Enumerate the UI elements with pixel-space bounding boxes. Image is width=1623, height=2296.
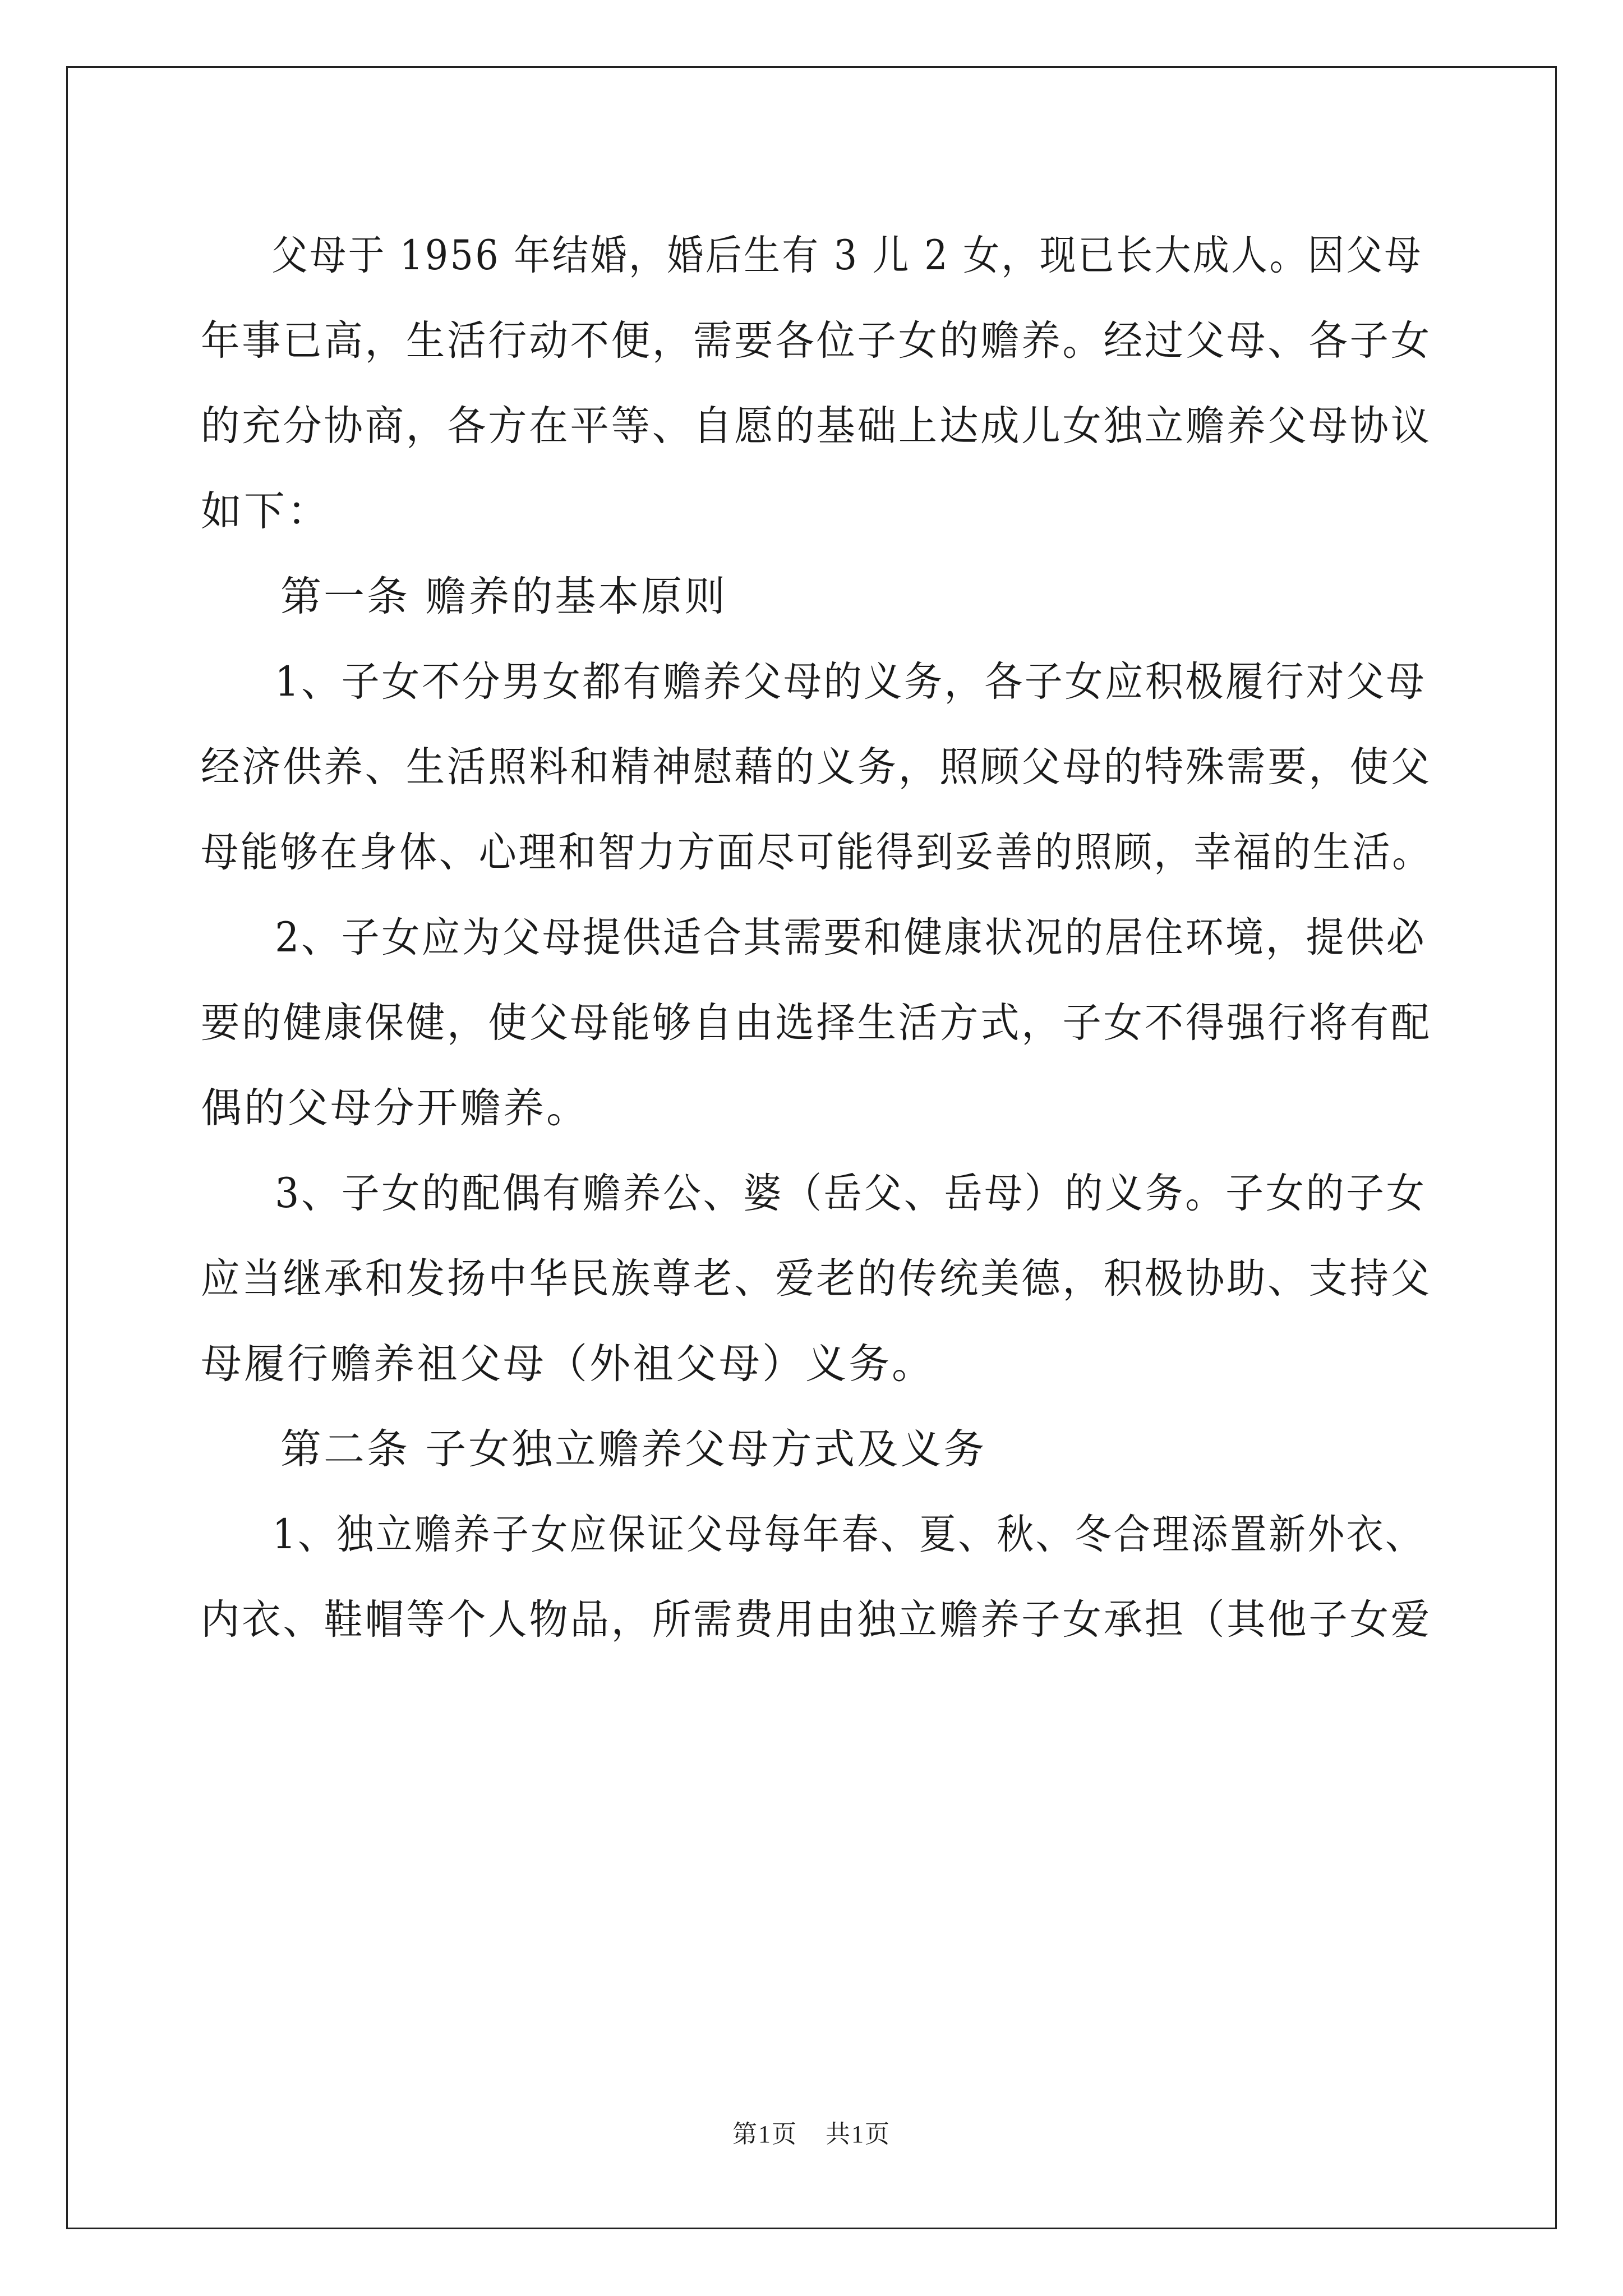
text-line: 第二条 子女独立赡养父母方式及义务 bbox=[280, 1425, 987, 1473]
text-line: 1、子女不分男女都有赡养父母的义务，各子女应积极履行对父母 bbox=[275, 658, 1427, 706]
paragraph-1-3 bbox=[201, 1151, 1432, 1407]
article-heading-1 bbox=[201, 554, 1432, 639]
document-body bbox=[201, 213, 1432, 1663]
paragraph-1-1 bbox=[201, 639, 1432, 895]
page-number-total: 共1页 bbox=[826, 2120, 891, 2148]
text-line: 3、子女的配偶有赡养公、婆（岳父、岳母）的义务。子女的子女 bbox=[275, 1170, 1427, 1217]
paragraph-intro bbox=[201, 213, 1432, 554]
text-line: 的充分协商，各方在平等、自愿的基础上达成儿女独立赡养父母协议 bbox=[201, 402, 1432, 450]
paragraph-2-1 bbox=[201, 1492, 1432, 1663]
text-line: 母履行赡养祖父母（外祖父母）义务。 bbox=[201, 1340, 935, 1388]
text-line: 2、子女应为父母提供适合其需要和健康状况的居住环境，提供必 bbox=[275, 914, 1427, 961]
text-line: 内衣、鞋帽等个人物品，所需费用由独立赡养子女承担（其他子女爱 bbox=[201, 1596, 1432, 1644]
text-line: 母能够在身体、心理和智力方面尽可能得到妥善的照顾，幸福的生活。 bbox=[201, 829, 1432, 876]
page-number-current: 第1页 bbox=[732, 2120, 797, 2148]
text-line: 偶的父母分开赡养。 bbox=[201, 1084, 589, 1132]
text-line: 如下： bbox=[201, 487, 330, 535]
text-line: 1、独立赡养子女应保证父母每年春、夏、秋、冬合理添置新外衣、 bbox=[272, 1511, 1424, 1558]
text-line: 经济供养、生活照料和精神慰藉的义务，照顾父母的特殊需要，使父 bbox=[201, 743, 1432, 791]
text-line: 要的健康保健，使父母能够自由选择生活方式，子女不得强行将有配 bbox=[201, 999, 1432, 1047]
page-footer bbox=[0, 2114, 1623, 2150]
text-line: 年事已高，生活行动不便，需要各位子女的赡养。经过父母、各子女 bbox=[201, 317, 1432, 365]
text-line: 父母于 1956 年结婚，婚后生有 3 儿 2 女，现已长大成人。因父母 bbox=[271, 232, 1423, 279]
text-line: 应当继承和发扬中华民族尊老、爱老的传统美德，积极协助、支持父 bbox=[201, 1255, 1432, 1303]
text-line: 第一条 赡养的基本原则 bbox=[280, 573, 728, 620]
paragraph-1-2 bbox=[201, 895, 1432, 1151]
article-heading-2 bbox=[201, 1407, 1432, 1492]
